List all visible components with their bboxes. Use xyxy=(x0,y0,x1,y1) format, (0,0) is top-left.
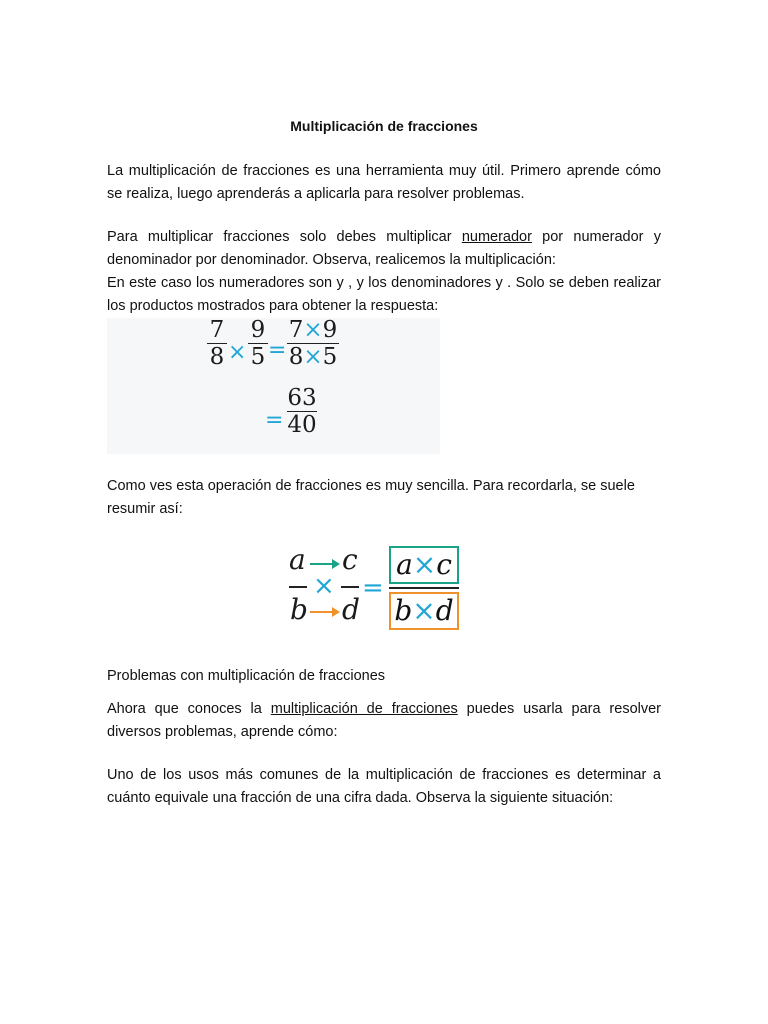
multiplicacion-link[interactable]: multiplicación de fracciones xyxy=(270,701,458,717)
bottom-arrow-head xyxy=(332,607,340,617)
case-paragraph: En este caso los numeradores son y , y los denominadores y . Solo se deben realizar los productos mostrados para obtener la respuesta: xyxy=(107,275,661,314)
method-text-before: Para multiplicar fracciones solo debes multiplicar xyxy=(107,229,462,245)
fraction-bar xyxy=(389,587,459,589)
page-title: Multiplicación de fracciones xyxy=(290,118,478,134)
problems-text-after: puedes usarla para resolver diversos problemas, aprende cómo: xyxy=(107,701,661,740)
var-d: d xyxy=(342,593,360,626)
top-arrow-head xyxy=(332,559,340,569)
times-sign: × xyxy=(313,571,335,601)
example-multiplication-figure xyxy=(107,318,440,454)
method-text-after: por numerador y denominador por denominador. Observa, realicemos la multiplicación: xyxy=(107,229,661,268)
intro-paragraph: La multiplicación de fracciones es una herramienta muy útil. Primero aprende cómo se realiza, luego aprenderás a aplicarla para resolver problemas. xyxy=(107,163,661,202)
general-rule-figure xyxy=(285,543,465,633)
denominator-product-box: b×d xyxy=(389,592,459,630)
fraction-numerator: 7 xyxy=(209,317,225,343)
var-b: b xyxy=(290,593,308,626)
var-c: c xyxy=(342,543,358,576)
equals-sign: = xyxy=(268,338,287,363)
problems-text-before: Ahora que conoces la xyxy=(107,701,271,717)
fraction-9-5 xyxy=(248,318,268,369)
fraction-denominator: 5 xyxy=(250,344,266,371)
numerator-product-box: a×c xyxy=(389,546,459,584)
method-paragraph xyxy=(107,226,661,272)
fraction-bar xyxy=(289,586,307,588)
result-numerator: 63 xyxy=(287,385,317,411)
result-denominator: 40 xyxy=(287,412,317,439)
product-denominator: 8×5 xyxy=(288,344,338,371)
top-arrow-line xyxy=(310,563,334,565)
fraction-numerator: 9 xyxy=(250,317,266,343)
problems-paragraph xyxy=(107,698,661,744)
equals-sign: = xyxy=(362,573,384,603)
fraction-7-8 xyxy=(207,318,227,369)
result-fraction xyxy=(287,386,317,437)
fraction-bar xyxy=(341,586,359,588)
times-sign: × xyxy=(228,340,247,365)
summary-paragraph: Como ves esta operación de fracciones es muy sencilla. Para recordarla, se suele resumir así: xyxy=(107,478,635,517)
section-heading: Problemas con multiplicación de fracciones xyxy=(107,668,386,684)
bottom-arrow-line xyxy=(310,611,334,613)
product-numerator: 7×9 xyxy=(288,317,338,343)
product-fraction xyxy=(287,318,339,369)
numerador-link[interactable]: numerador xyxy=(461,229,532,245)
fraction-denominator: 8 xyxy=(209,344,225,371)
equals-sign-result: = xyxy=(265,408,284,433)
var-a: a xyxy=(289,543,306,576)
uses-paragraph: Uno de los usos más comunes de la multiplicación de fracciones es determinar a cuánto equivale una fracción de una cifra dada. Observa la siguiente situación: xyxy=(107,767,661,806)
